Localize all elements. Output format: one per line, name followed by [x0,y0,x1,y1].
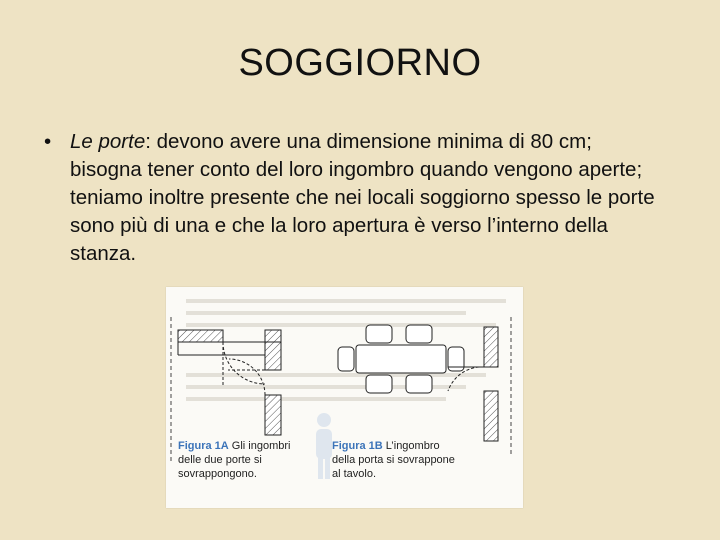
caption-figure-1a [178,439,308,481]
bullet-term: Le porte [70,130,146,153]
caption-figure-1b-label: Figura 1B [332,440,383,452]
caption-figure-1b [332,439,462,481]
caption-figure-1b-text: L’ingombro della porta si sovrappone al tavolo. [332,440,455,480]
bullet-list [44,128,664,268]
caption-figure-1a-text: Gli ingombri delle due porte si sovrappongono. [178,440,291,480]
bullet-item [44,128,664,268]
bullet-text: : devono avere una dimensione minima di 80 cm; bisogna tener conto del loro ingombro quando vengono aperte; teniamo inoltre presente che nei locali soggiorno spesso le porte sono più di una e che la loro apertura è verso l’interno della stanza. [70,130,655,265]
bullet-symbol: • [44,130,52,153]
person-silhouette [316,413,332,479]
floor-plan-figure [166,287,523,508]
slide-title: SOGGIORNO [238,42,482,84]
caption-figure-1a-label: Figura 1A [178,440,229,452]
